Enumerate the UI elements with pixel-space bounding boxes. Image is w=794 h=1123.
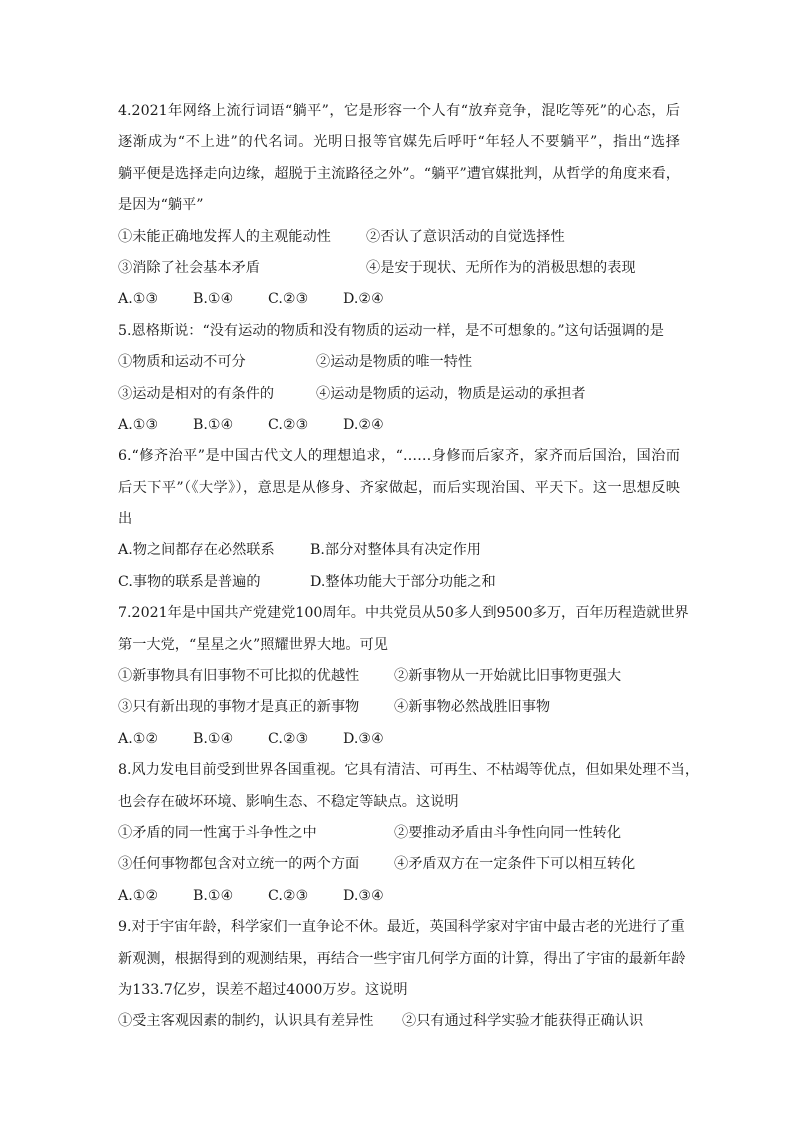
question-6-line-3: 出 bbox=[118, 511, 133, 528]
question-4 bbox=[118, 96, 680, 316]
question-4-statements-row-2 bbox=[118, 253, 680, 284]
statement-1: ①未能正确地发挥人的主观能动性 bbox=[118, 228, 331, 245]
question-8-statements-row-2 bbox=[118, 849, 680, 880]
question-9-line-2: 新观测，根据得到的观测结果，再结合一些宇宙几何学方面的计算，得出了宇宙的最新年龄 bbox=[118, 950, 686, 967]
choice-d: D.③④ bbox=[343, 730, 384, 747]
statement-1: ①矛盾的同一性寓于斗争性之中 bbox=[118, 824, 317, 841]
question-4-line-4: 是因为“躺平” bbox=[118, 197, 204, 214]
question-7-statements-row-2 bbox=[118, 692, 680, 723]
choice-a: A.物之间都存在必然联系 bbox=[118, 542, 275, 559]
statement-1: ①受主客观因素的制约，认识具有差异性 bbox=[118, 1013, 374, 1030]
choice-b: B.①④ bbox=[193, 730, 234, 747]
question-5-choices bbox=[118, 410, 680, 441]
choice-a: A.①③ bbox=[118, 416, 159, 433]
statement-4: ④是安于现状、无所作为的消极思想的表现 bbox=[366, 259, 636, 276]
question-9-line-3: 为133.7亿岁，误差不超过4000万岁。这说明 bbox=[118, 981, 408, 998]
statement-4: ④新事物必然战胜旧事物 bbox=[394, 699, 551, 716]
choice-b: B.①④ bbox=[193, 416, 234, 433]
statement-2: ②要推动矛盾由斗争性向同一性转化 bbox=[394, 824, 622, 841]
statement-2: ②运动是物质的唯一特性 bbox=[316, 354, 473, 371]
question-7-statements-row-1 bbox=[118, 661, 680, 692]
statement-1: ①新事物具有旧事物不可比拟的优越性 bbox=[118, 668, 360, 685]
statement-4: ④运动是物质的运动，物质是运动的承担者 bbox=[316, 385, 586, 402]
question-6-line-1: 6.“修齐治平”是中国古代文人的理想追求，“……身修而后家齐，家齐而后国治，国治而 bbox=[118, 448, 680, 465]
question-9-line-1: 9.对于宇宙年龄，科学家们一直争论不休。最近，英国科学家对宇宙中最古老的光进行了重 bbox=[118, 919, 685, 936]
choice-a: A.①③ bbox=[118, 291, 159, 308]
question-8-statements-row-1 bbox=[118, 818, 680, 849]
question-6-choices-row-1 bbox=[118, 535, 680, 566]
question-4-statements-row-1 bbox=[118, 222, 680, 253]
choice-a: A.①② bbox=[118, 730, 159, 747]
choice-b: B.①④ bbox=[193, 291, 234, 308]
statement-4: ④矛盾双方在一定条件下可以相互转化 bbox=[394, 856, 636, 873]
question-5 bbox=[118, 316, 680, 442]
choice-b: B.①④ bbox=[193, 887, 234, 904]
statement-3: ③任何事物都包含对立统一的两个方面 bbox=[118, 856, 360, 873]
question-7 bbox=[118, 598, 689, 755]
question-9 bbox=[118, 912, 686, 1038]
statement-1: ①物质和运动不可分 bbox=[118, 354, 246, 371]
choice-a: A.①② bbox=[118, 887, 159, 904]
choice-d: D.②④ bbox=[343, 416, 384, 433]
choice-b: B.部分对整体具有决定作用 bbox=[310, 542, 481, 559]
exam-page bbox=[118, 96, 700, 1038]
statement-2: ②只有通过科学实验才能获得正确认识 bbox=[402, 1013, 644, 1030]
question-8-line-2: 也会存在破坏环境、影响生态、不稳定等缺点。这说明 bbox=[118, 793, 459, 810]
statement-3: ③只有新出现的事物才是真正的新事物 bbox=[118, 699, 360, 716]
question-6-line-2: 后天下平”（《大学》），意思是从修身、齐家做起，而后实现治国、平天下。这一思想反映 bbox=[118, 479, 680, 496]
question-8-choices bbox=[118, 881, 680, 912]
question-4-line-1: 4.2021年网络上流行词语“躺平”，它是形容一个人有“放弃竞争，混吃等死”的心态，后 bbox=[118, 103, 680, 119]
choice-c: C.事物的联系是普遍的 bbox=[118, 573, 261, 590]
question-5-line-1: 5.恩格斯说：“没有运动的物质和没有物质的运动一样，是不可想象的。”这句话强调的是 bbox=[118, 322, 664, 339]
choice-c: C.②③ bbox=[268, 887, 309, 904]
question-5-statements-row-2 bbox=[118, 379, 680, 410]
question-7-line-1: 7.2021年是中国共产党建党100周年。中共党员从50多人到9500多万，百年历程造就世界 bbox=[118, 605, 689, 622]
choice-c: C.②③ bbox=[268, 730, 309, 747]
statement-3: ③运动是相对的有条件的 bbox=[118, 385, 275, 402]
choice-d: D.②④ bbox=[343, 291, 384, 308]
choice-d: D.③④ bbox=[343, 887, 384, 904]
question-5-statements-row-1 bbox=[118, 347, 680, 378]
question-7-choices bbox=[118, 724, 680, 755]
statement-3: ③消除了社会基本矛盾 bbox=[118, 259, 260, 276]
statement-2: ②否认了意识活动的自觉选择性 bbox=[366, 228, 565, 245]
choice-c: C.②③ bbox=[268, 416, 309, 433]
question-6 bbox=[118, 441, 680, 598]
question-4-line-2: 逐渐成为“不上进”的代名词。光明日报等官媒先后呼吁“年轻人不要躺平”，指出“选择 bbox=[118, 134, 680, 151]
question-8 bbox=[118, 755, 700, 912]
question-4-line-3: 躺平便是选择走向边缘，超脱于主流路径之外”。“躺平”遭官媒批判，从哲学的角度来看， bbox=[118, 165, 680, 182]
choice-c: C.②③ bbox=[268, 291, 309, 308]
question-8-line-1: 8.风力发电目前受到世界各国重视。它具有清洁、可再生、不枯竭等优点，但如果处理不当， bbox=[118, 762, 700, 779]
question-7-line-2: 第一大党，“星星之火”照耀世界大地。可见 bbox=[118, 636, 388, 653]
statement-2: ②新事物从一开始就比旧事物更强大 bbox=[394, 668, 622, 685]
choice-d: D.整体功能大于部分功能之和 bbox=[310, 573, 496, 590]
question-4-choices bbox=[118, 284, 680, 315]
question-9-statements-row-1 bbox=[118, 1006, 680, 1037]
question-6-choices-row-2 bbox=[118, 567, 680, 598]
